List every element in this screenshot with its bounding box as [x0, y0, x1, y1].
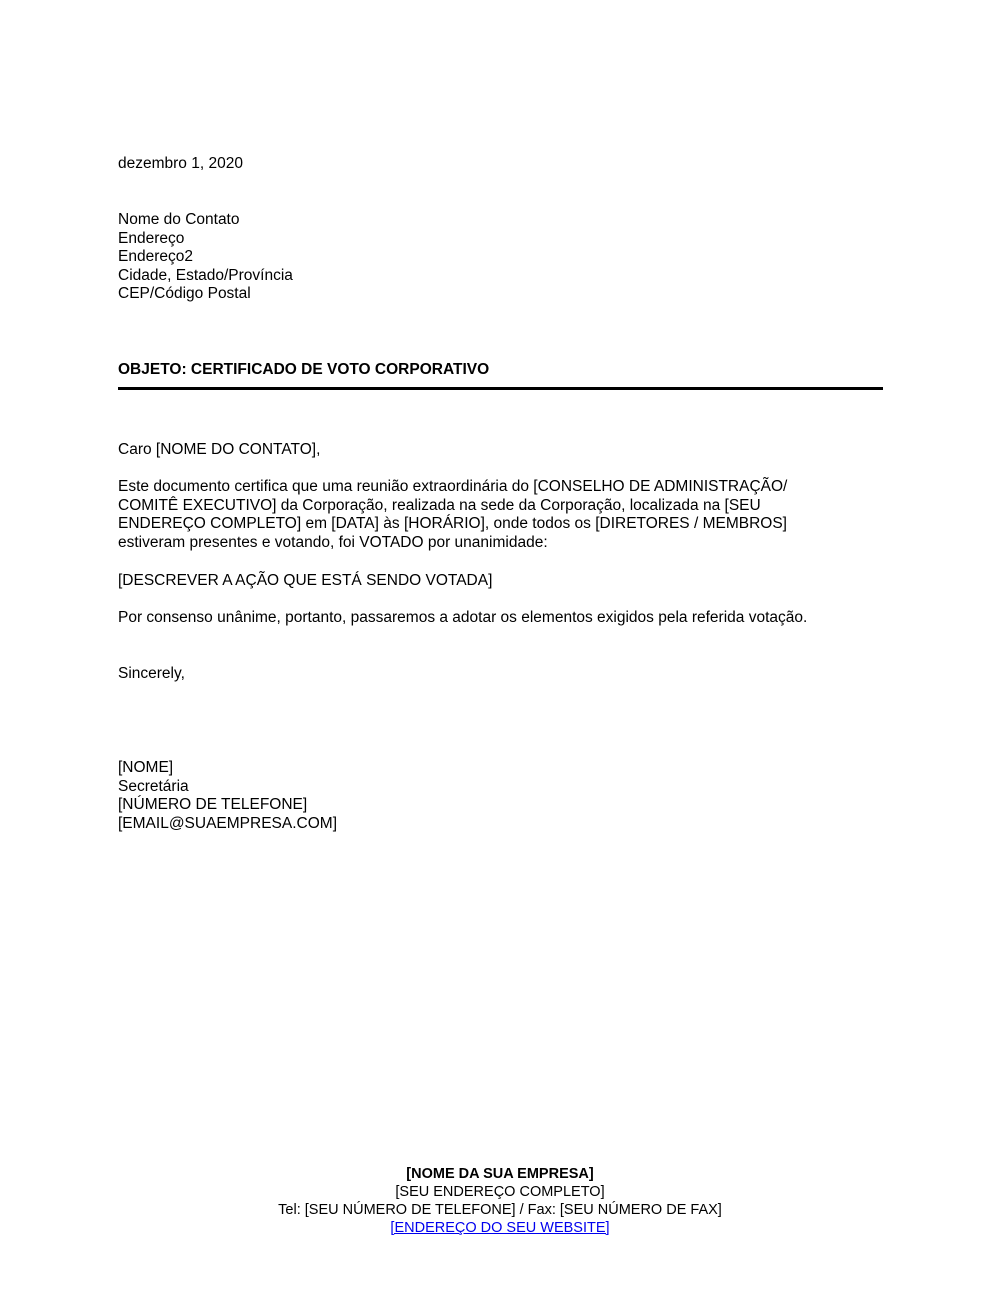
signature-phone: [NÚMERO DE TELEFONE] [118, 796, 308, 813]
footer-address: [SEU ENDEREÇO COMPLETO] [395, 1184, 605, 1200]
signature-email: [EMAIL@SUAEMPRESA.COM] [118, 814, 337, 832]
body-paragraph [118, 478, 888, 552]
action-placeholder: [DESCREVER A AÇÃO QUE ESTÁ SENDO VOTADA] [118, 572, 493, 589]
body-line: estiveram presentes e votando, foi VOTADO por unanimidade: [118, 533, 548, 551]
body-line: Este documento certifica que uma reunião extraordinária do [CONSELHO DE ADMINISTRAÇÃO/ [118, 478, 788, 495]
footer-website-link[interactable]: [ENDEREÇO DO SEU WEBSITE] [390, 1220, 610, 1236]
signature-name: [NOME] [118, 759, 174, 776]
recipient-city-state: Cidade, Estado/Província [118, 266, 293, 284]
subject-divider [118, 387, 883, 390]
closing: Sincerely, [118, 665, 185, 682]
body-line: COMITÊ EXECUTIVO] da Corporação, realizada na sede da Corporação, localizada na [SEU [118, 496, 761, 514]
signature-block [118, 759, 337, 833]
recipient-address1: Endereço [118, 229, 185, 247]
signature-title: Secretária [118, 777, 189, 795]
letterhead-footer [0, 1165, 1000, 1237]
salutation: Caro [NOME DO CONTATO], [118, 441, 321, 458]
footer-company: [NOME DA SUA EMPRESA] [406, 1166, 594, 1182]
recipient-name: Nome do Contato [118, 211, 240, 228]
body-line: ENDEREÇO COMPLETO] em [DATA] às [HORÁRIO], onde todos os [DIRETORES / MEMBROS] [118, 515, 787, 532]
consensus-paragraph: Por consenso unânime, portanto, passaremos a adotar os elementos exigidos pela referida votação. [118, 609, 808, 626]
footer-contact: Tel: [SEU NÚMERO DE TELEFONE] / Fax: [SEU NÚMERO DE FAX] [278, 1202, 722, 1218]
subject-line: OBJETO: CERTIFICADO DE VOTO CORPORATIVO [118, 361, 490, 378]
letter-date: dezembro 1, 2020 [118, 155, 243, 172]
recipient-address [118, 211, 293, 304]
recipient-postal: CEP/Código Postal [118, 285, 251, 302]
recipient-address2: Endereço2 [118, 248, 193, 265]
